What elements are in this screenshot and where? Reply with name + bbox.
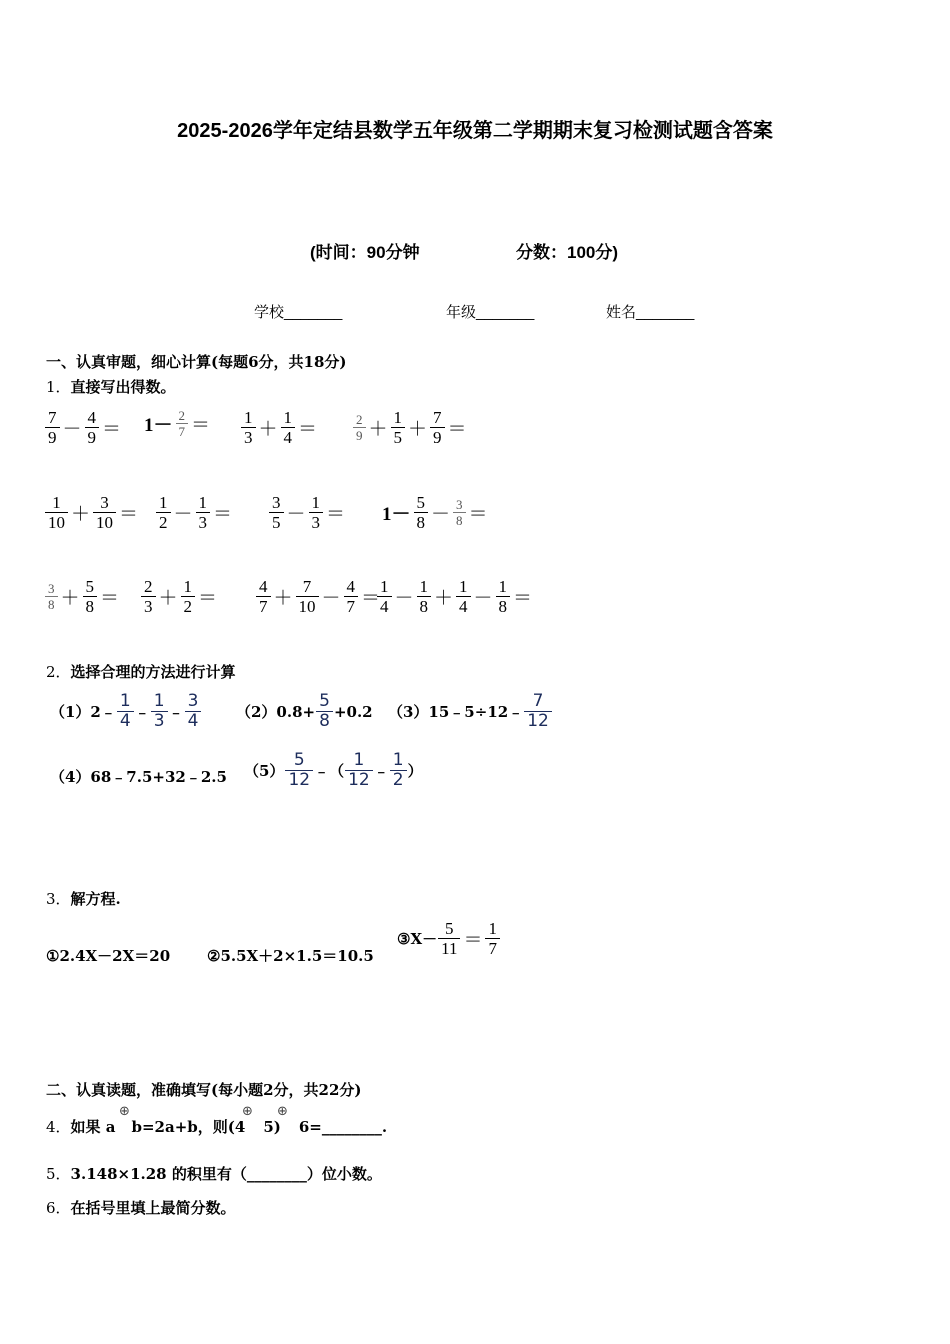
question-5 — [46, 1163, 382, 1184]
question-number: 6． — [46, 1199, 71, 1217]
question-number: 2． — [46, 663, 71, 681]
q2-part-3: （3）15﹣5÷12﹣ $\frac{7}{12}$ — [388, 692, 553, 731]
question-text[interactable]: 3.148×1.28 的积里有（________）位小数。 — [70, 1165, 382, 1183]
expr-1-1: $\frac{7}{9}$ － $\frac{4}{9}$ ＝ — [44, 408, 123, 447]
question-2 — [46, 661, 236, 682]
question-text: 在括号里填上最简分数。 — [70, 1199, 236, 1217]
question-3 — [46, 888, 121, 909]
expr-2-1: $\frac{1}{10}$ ＋ $\frac{3}{10}$ ＝ — [44, 493, 140, 532]
q2-part-4: （4）68﹣7.5+32﹣2.5 — [50, 768, 227, 786]
question-number: 1． — [46, 378, 71, 396]
q2-part-5: （5） $\frac{5}{12}$ ﹣（ $\frac{1}{12}$ ﹣ $\frac{1}{2}$ ） — [244, 750, 423, 790]
expr-1-2: 1－ $\frac{2}{7}$ ＝ — [144, 408, 211, 439]
grade-field[interactable]: 年级_______ — [446, 304, 535, 321]
section-2-heading: 二、认真读题，准确填写(每小题2分，共22分) — [46, 1081, 362, 1099]
page-title: 2025-2026学年定结县数学五年级第二学期期末复习检测试题含答案 — [177, 120, 773, 142]
question-number: 3． — [46, 890, 71, 908]
q2-part-2: （2）0.8+ $\frac{5}{8}$ +0.2 — [236, 691, 373, 731]
expr-2-4: 1－ $\frac{5}{8}$ － $\frac{3}{8}$ ＝ — [382, 493, 488, 532]
oplus-symbol: ⊕ — [277, 1104, 288, 1119]
expr-3-1: $\frac{3}{8}$ ＋ $\frac{5}{8}$ ＝ — [44, 577, 121, 616]
expr-2-3: $\frac{3}{5}$ － $\frac{1}{3}$ ＝ — [268, 493, 347, 532]
oplus-symbol: ⊕ — [242, 1104, 253, 1119]
equation-2: ②5.5X＋2×1.5＝10.5 — [207, 947, 374, 965]
exam-time: (时间：90分钟 — [310, 243, 420, 262]
expr-3-2: $\frac{2}{3}$ ＋ $\frac{1}{2}$ ＝ — [140, 577, 219, 616]
name-field[interactable]: 姓名_______ — [606, 304, 695, 321]
question-1 — [46, 376, 176, 397]
question-4: 4．如果 a b=2a+b，则(4 5) 6=________. — [46, 1118, 388, 1136]
q1-row-1 — [44, 408, 123, 447]
expr-1-4: $\frac{2}{9}$ ＋ $\frac{1}{5}$ ＋ $\frac{7}{9}$ ＝ — [352, 408, 469, 447]
question-number: 4． — [46, 1118, 71, 1136]
exam-score: 分数：100分) — [516, 243, 619, 262]
oplus-symbol: ⊕ — [119, 1104, 130, 1119]
expr-3-3: $\frac{4}{7}$ ＋ $\frac{7}{10}$ － $\frac{4}{7}$ ＝ — [255, 577, 382, 616]
question-6 — [46, 1197, 236, 1218]
question-number: 5． — [46, 1165, 71, 1183]
expr-3-4: $\frac{1}{4}$ － $\frac{1}{8}$ ＋ $\frac{1}{4}$ － $\frac{1}{8}$ ＝ — [376, 577, 534, 616]
q2-part-1: （1）2﹣ $\frac{1}{4}$ ﹣ $\frac{1}{3}$ ﹣ $\frac{3}{4}$ — [50, 692, 202, 731]
section-1-heading: 一、认真审题，细心计算(每题6分，共18分) — [46, 353, 347, 371]
expr-2-2: $\frac{1}{2}$ － $\frac{1}{3}$ ＝ — [155, 493, 234, 532]
equation-1: ①2.4X－2X＝20 — [46, 947, 171, 965]
question-text: 直接写出得数。 — [70, 378, 176, 396]
question-text: 选择合理的方法进行计算 — [70, 663, 236, 681]
school-field[interactable]: 学校_______ — [254, 304, 343, 321]
expr-1-3: $\frac{1}{3}$ ＋ $\frac{1}{4}$ ＝ — [240, 408, 319, 447]
answer-blank[interactable]: 6=________. — [298, 1118, 388, 1136]
equation-3: ③X－ $\frac{5}{11}$ ＝ $\frac{1}{7}$ — [397, 919, 501, 958]
question-text: 解方程. — [70, 890, 121, 908]
